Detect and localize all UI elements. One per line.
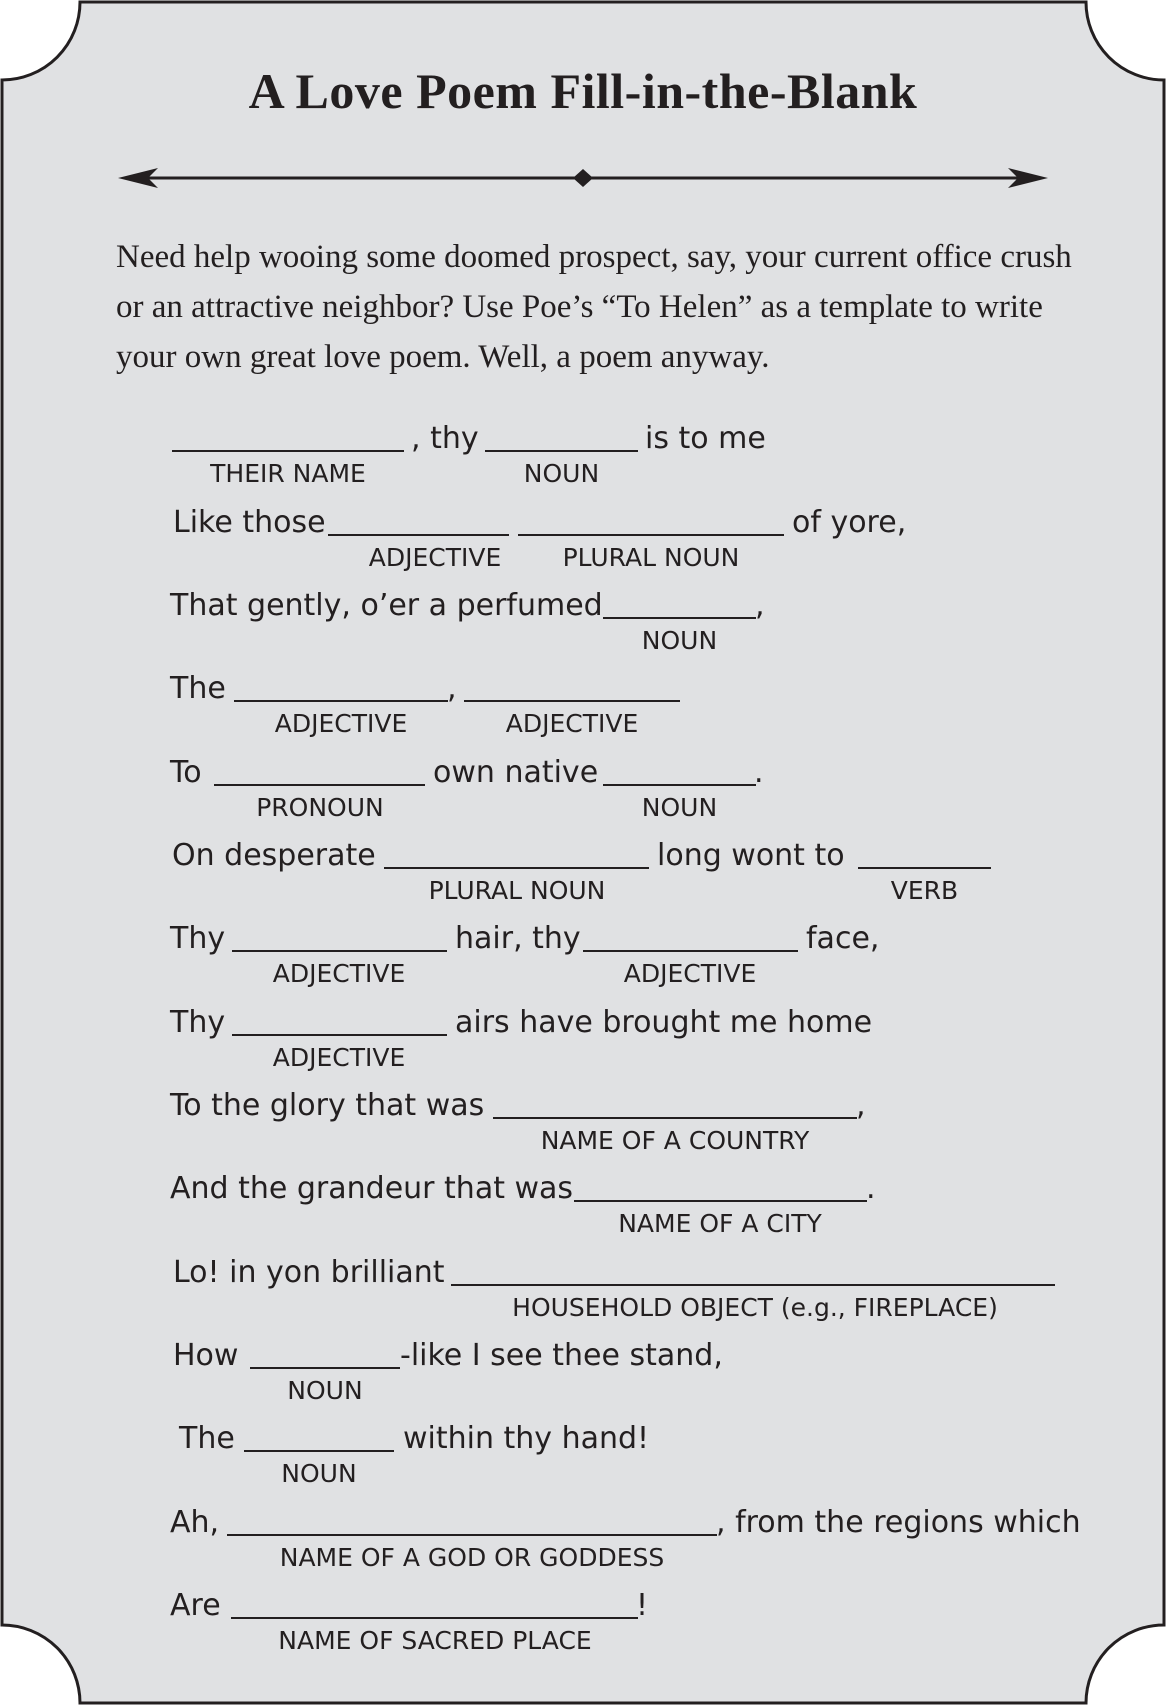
blank-line: [172, 450, 404, 452]
blank-line: [603, 617, 756, 619]
poem-text: And the grandeur that was: [170, 1171, 574, 1206]
blank-caption: NOUN: [641, 626, 718, 655]
blank-caption: ADJECTIVE: [368, 543, 502, 572]
poem-text: face,: [806, 921, 880, 956]
poem-text: airs have brought me home: [455, 1005, 873, 1040]
poem-text: Thy: [170, 921, 226, 956]
poem-text: Lo! in yon brilliant: [173, 1255, 445, 1290]
poem-text: own native: [433, 755, 599, 790]
poem-text: , thy: [411, 421, 479, 456]
blank-caption: PLURAL NOUN: [562, 543, 740, 572]
blank-caption: NOUN: [523, 459, 600, 488]
blank-caption: ADJECTIVE: [272, 1043, 406, 1072]
intro-paragraph: Need help wooing some doomed prospect, say, your current office crush or an attractive neighbor? Use Poe’s “To Helen” as a template to write your own great love poem. Well, a poem anyway.: [116, 239, 1072, 375]
blank-line: [244, 1450, 394, 1452]
poem-text: How: [173, 1338, 239, 1373]
blank-caption: ADJECTIVE: [623, 959, 757, 988]
blank-caption: ADJECTIVE: [505, 709, 639, 738]
blank-line: [858, 867, 991, 869]
poem-text: long wont to: [657, 838, 845, 873]
blank-caption: NOUN: [641, 793, 718, 822]
blank-line: [451, 1284, 1055, 1286]
blank-line: [231, 1617, 638, 1619]
blank-caption: NAME OF A COUNTRY: [540, 1126, 810, 1155]
poem-text: That gently, o’er a perfumed: [170, 588, 603, 623]
poem-text: ,: [856, 1088, 866, 1123]
blank-line: [328, 534, 509, 536]
blank-caption: HOUSEHOLD OBJECT (e.g., FIREPLACE): [512, 1293, 998, 1322]
blank-line: [464, 700, 680, 702]
blank-caption: NAME OF SACRED PLACE: [278, 1626, 592, 1655]
blank-caption: NOUN: [287, 1376, 363, 1405]
poem-text: , from the regions which: [716, 1505, 1081, 1540]
page-title: A Love Poem Fill-in-the-Blank: [248, 63, 918, 119]
blank-caption: NAME OF A CITY: [618, 1209, 822, 1238]
blank-line: [583, 950, 798, 952]
poem-text: Ah,: [170, 1505, 220, 1540]
poem-text: ,: [755, 588, 765, 623]
poem-text: Are: [170, 1588, 221, 1623]
blank-line: [485, 450, 638, 452]
blank-line: [234, 700, 448, 702]
poem-text: hair, thy: [455, 921, 581, 956]
poem-text: The: [170, 671, 226, 706]
poem-text: -like I see thee stand,: [400, 1338, 723, 1373]
blank-caption: VERB: [890, 876, 959, 905]
blank-line: [574, 1200, 867, 1202]
blank-line: [603, 784, 756, 786]
blank-line: [493, 1117, 857, 1119]
blank-line: [384, 867, 649, 869]
poem-text: .: [754, 755, 764, 790]
poem-text: .: [866, 1171, 876, 1206]
blank-caption: NOUN: [281, 1459, 357, 1488]
poem-text: The: [179, 1421, 235, 1456]
blank-caption: PLURAL NOUN: [428, 876, 606, 905]
poem-text: within thy hand!: [403, 1421, 650, 1456]
blank-line: [518, 534, 784, 536]
blank-caption: PRONOUN: [256, 793, 384, 822]
blank-line: [250, 1367, 400, 1369]
poem-text: !: [636, 1588, 649, 1623]
poem-text: To: [170, 755, 202, 790]
poem-text: of yore,: [792, 505, 907, 540]
poem-text: To the glory that was: [170, 1088, 485, 1123]
blank-line: [227, 1534, 717, 1536]
blank-line: [214, 784, 425, 786]
poem-text: Thy: [170, 1005, 226, 1040]
blank-caption: ADJECTIVE: [274, 709, 408, 738]
poem-text: is to me: [645, 421, 766, 456]
blank-caption: THEIR NAME: [210, 459, 366, 488]
blank-caption: ADJECTIVE: [272, 959, 406, 988]
blank-line: [232, 950, 447, 952]
poem-text: On desperate: [172, 838, 376, 873]
poem-text: ,: [447, 671, 457, 706]
blank-caption: NAME OF A GOD OR GODDESS: [279, 1543, 665, 1572]
poem-text: Like those: [173, 505, 326, 540]
blank-line: [232, 1034, 447, 1036]
